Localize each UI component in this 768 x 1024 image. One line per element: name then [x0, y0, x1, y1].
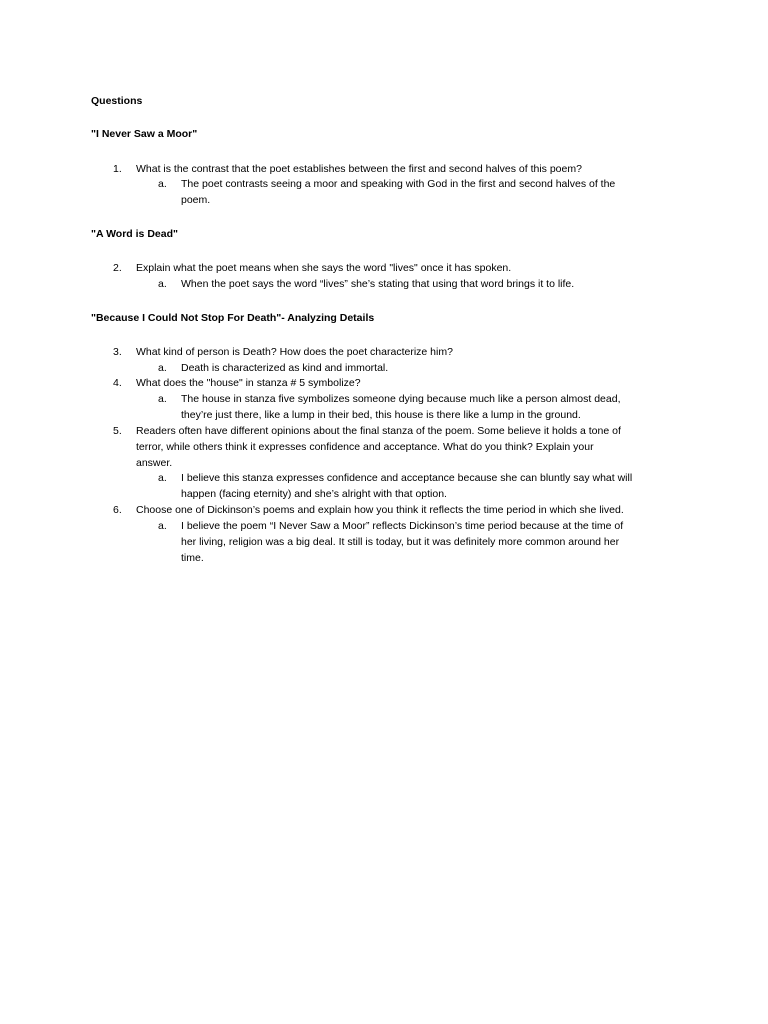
- question-text: Explain what the poet means when she says the word "lives" once it has spoken.: [136, 262, 512, 274]
- question-text: What does the "house" in stanza # 5 symbolize?: [136, 377, 361, 389]
- answer-line: The house in stanza five symbolizes someone dying because much like a person almost dead,: [181, 393, 621, 405]
- answer-line: Death is characterized as kind and immortal.: [181, 362, 389, 374]
- answer-line: they’re just there, like a lump in their bed, this house is there like a lump in the ground.: [181, 409, 581, 421]
- question-number: 3.: [113, 346, 122, 358]
- answer-marker: a.: [158, 393, 167, 405]
- question-number: 2.: [113, 262, 122, 274]
- answer-marker: a.: [158, 178, 167, 190]
- section-heading-word-is-dead: "A Word is Dead": [91, 228, 178, 240]
- answer-line: happen (facing eternity) and she’s alright with that option.: [181, 488, 447, 500]
- question-text-line: answer.: [136, 457, 173, 469]
- answer-line: I believe the poem “I Never Saw a Moor” reflects Dickinson’s time period because at the time of: [181, 520, 624, 532]
- answer-line: The poet contrasts seeing a moor and speaking with God in the first and second halves of the: [181, 178, 616, 190]
- question-text-line: Readers often have different opinions about the final stanza of the poem. Some believe it holds a tone of: [136, 425, 621, 437]
- section-heading-suffix: - Analyzing Details: [281, 312, 375, 324]
- answer-line: I believe this stanza expresses confidence and acceptance because she can bluntly say what will: [181, 472, 633, 484]
- answer-line: time.: [181, 552, 204, 564]
- question-number: 5.: [113, 425, 122, 437]
- answer-marker: a.: [158, 520, 167, 532]
- section-heading-quoted: "Because I Could Not Stop For Death": [91, 312, 282, 324]
- section-heading-because-i-could-not-stop: [91, 310, 374, 326]
- answer-marker: a.: [158, 362, 167, 374]
- question-number: 4.: [113, 377, 122, 389]
- answer-line: her living, religion was a big deal. It still is today, but it was definitely more common around her: [181, 536, 620, 548]
- question-text-line: terror, while others think it expresses confidence and acceptance. What do you think? Explain your: [136, 441, 594, 453]
- answer-line: poem.: [181, 194, 211, 206]
- answer-line: When the poet says the word “lives” she’s stating that using that word brings it to life.: [181, 278, 575, 290]
- page-title: Questions: [91, 95, 143, 107]
- section-heading-moor: "I Never Saw a Moor": [91, 128, 198, 140]
- question-text: What is the contrast that the poet establishes between the first and second halves of this poem?: [136, 163, 582, 175]
- question-text: Choose one of Dickinson’s poems and explain how you think it reflects the time period in which she lived.: [136, 504, 624, 516]
- answer-marker: a.: [158, 278, 167, 290]
- question-number: 6.: [113, 504, 122, 516]
- answer-marker: a.: [158, 472, 167, 484]
- question-text: What kind of person is Death? How does the poet characterize him?: [136, 346, 453, 358]
- question-number: 1.: [113, 163, 122, 175]
